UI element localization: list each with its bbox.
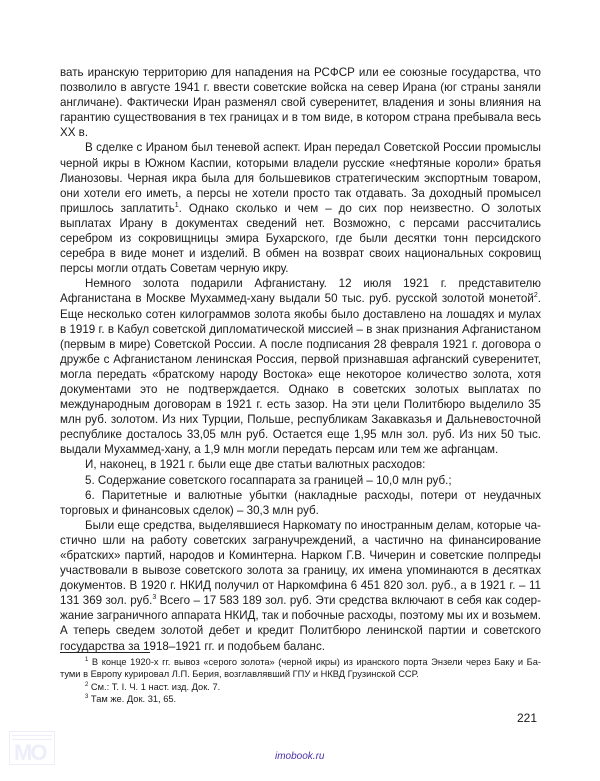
site-link[interactable]: imobook.ru bbox=[275, 751, 325, 762]
footnote-2 bbox=[60, 681, 541, 693]
footnote-1-text: В конце 1920-х гг. вывоз «серого золота» (черной икры) из иранского порта Энзели через Баку и Батуми в Европу курировал Л.П. Берия, возглавлявший ГПУ и НКВД Грузинской ССР. bbox=[60, 657, 541, 680]
footnote-2-text: См.: Т. I. Ч. 1 наст. изд. Док. 7. bbox=[88, 681, 221, 692]
paragraph-2-text-b: . Однако сколько и чем – до сих пор неизвестно. О золотых выплатах Ирану в документах сведений нет. Возможно, с персами рассчитались серебром из сокровищницы эмира Бухарского, где были десятки тонн персидского серебра в виде монет и изделий. В обмен на возврат своих национальных сокровищ персы могли отдать Советам черную икру. bbox=[60, 201, 541, 276]
paragraph-3 bbox=[60, 276, 541, 457]
watermark-logo-icon bbox=[9, 731, 55, 765]
footnote-mark-1: 1 bbox=[85, 657, 89, 663]
paragraph-2-text-a: В сделке с Ираном был теневой аспект. Иран передал Советской России промыслы черной икры в Южном Каспии, которыми владели русские «нефтяные короли» братья Лианозовы. Черная икра была для большевиков стратегическим экспортным товаром, они хотели его иметь, а персы не хотели просто так отдавать. За доходный промысел пришлось заплатить bbox=[60, 141, 541, 215]
footnote-separator bbox=[60, 652, 150, 653]
footnote-1 bbox=[60, 656, 541, 681]
footnote-mark-3: 3 bbox=[85, 694, 89, 701]
paragraph-1: вать иранскую территорию для нападения на РСФСР или ее союзные государства, что позволило в августе 1941 г. ввести советские войска на север Ирана (юг страны заняли англичане). Фактически Иран разменял свой суверенитет, владения и зоны влияния на гарантию существования в тех границах и в том виде, в котором страна пребывала весь XX в. bbox=[60, 66, 541, 140]
footnote-3-text: Там же. Док. 31, 65. bbox=[88, 694, 177, 705]
paragraph-3-text-b: . Еще несколько сотен килограммов золота якобы было доставлено на лошадях и мулах в 1919 г. в Кабул советской дипломатической миссией – в знак признания Афганистаном (первым в мире) Советской России. А после подписания 28 февраля 1921 г. договора о дружбе с Афганистаном ленинская Россия, первой признавшая афганский суверенитет, могла передать «братскому народу Востока» еще некоторое количество золота, хотя документами это не подтверждается. Однако в советских золотых выплатах по международным договорам в 1921 г. есть зазор. На эти цели Политбюро выделило 35 млн руб. золотом. Из них Турции, Польше, республикам Закавказья и Дальневосточной республике досталось 33,05 млн руб. Остается еще 1,95 млн зол. руб. Из них 50 тыс. выдали Мухаммед-хану, а 1,9 млн могли передать персам или тем же афганцам. bbox=[60, 292, 541, 457]
page-number: 221 bbox=[517, 711, 538, 725]
paragraph-2 bbox=[60, 140, 541, 276]
main-text bbox=[60, 65, 541, 654]
list-item-6: 6. Паритетные и валютные убытки (накладные расходы, потери от неудачных торговых и финансовых сделок) – 30,3 млн руб. bbox=[60, 488, 541, 517]
footnote-ref-2[interactable]: 2 bbox=[533, 292, 538, 300]
paragraph-3-text-a: Немного золота подарили Афганистану. 12 июля 1921 г. представителю Афганистана в Москве Мухаммед-хану выдали 50 тыс. руб. русской золотой монетой bbox=[60, 277, 541, 306]
logo-mark: МО bbox=[14, 740, 46, 765]
paragraph-4: И, наконец, в 1921 г. были еще две статьи валютных расходов: bbox=[85, 458, 426, 472]
paragraph-7 bbox=[60, 518, 541, 654]
footnote-ref-1[interactable]: 1 bbox=[174, 201, 179, 209]
footnotes bbox=[60, 656, 541, 706]
list-item-5: 5. Содержание советского госаппарата за границей – 10,0 млн руб.; bbox=[85, 473, 452, 487]
paragraph-7-text-b: Всего – 17 583 189 зол. руб. Эти средства включают в себя как содержание заграничного аппарата НКИД, так и побочные расходы, поэтому мы их и возьмем. А теперь сведем золотой дебет и кредит Политбюро ленинской партии и советского государства за 1918–1921 гг. и подобьем баланс. bbox=[60, 594, 541, 653]
footnote-ref-3[interactable]: 3 bbox=[152, 594, 157, 602]
footnote-3 bbox=[60, 693, 541, 705]
footnote-mark-2: 2 bbox=[85, 681, 89, 688]
paragraph-7-text-a: Были еще средства, выделявшиеся Наркомату по иностранным делам, которые частично шли на работу советских загранучреждений, а частично на финансирование «братских» партий, народов и Коминтерна. Нарком Г.В. Чичерин и советские полпреды участвовали в вывозе советского золота за границу, их имена упоминаются в десятках документов. В 1920 г. НКИД получил от Наркомфина 6 451 820 зол. руб., а в 1921 г. – 11 131 369 зол. руб. bbox=[60, 518, 541, 608]
